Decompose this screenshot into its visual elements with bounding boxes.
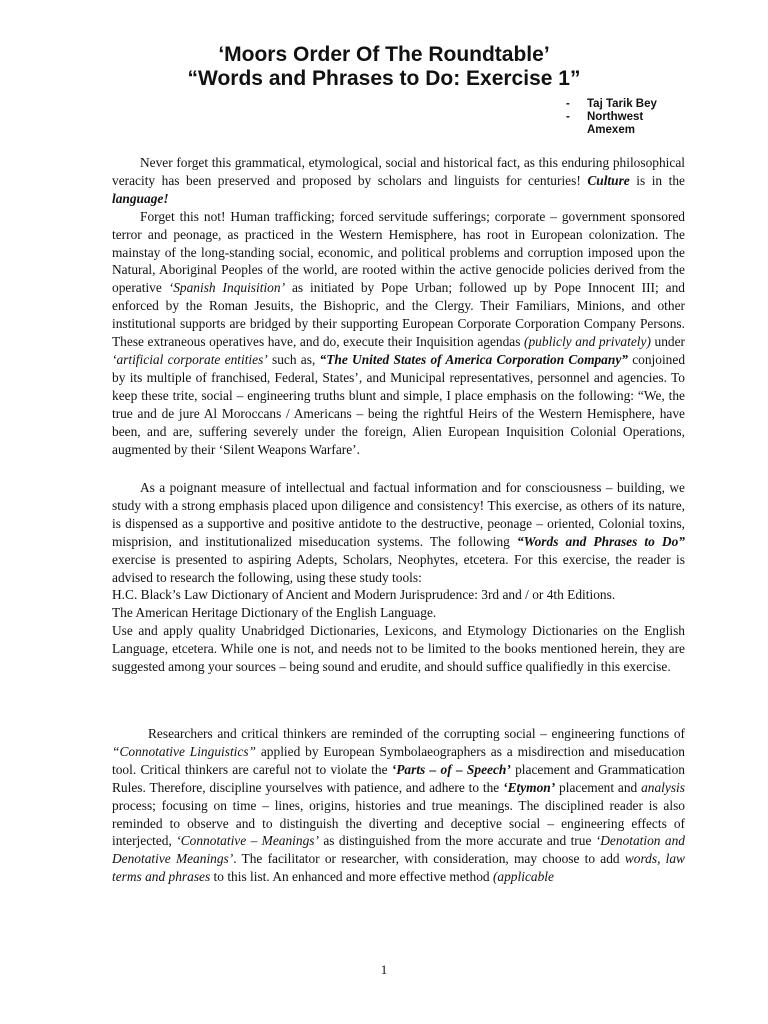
paragraph-text: to this list. An enhanced and more effective method: [210, 869, 493, 885]
author-place-line-2: Amexem: [587, 124, 635, 136]
page-number: 1: [380, 962, 388, 977]
paragraph-text: conjoined by its multiple of franchised, Federal, States’, and Municipal representatives, personnel and agencies. To keep these trite, social – engineering truths blunt and simple, I place emphasis on the following: “We, the true and de jure Al Moroccans / Americans – being the rightful Heirs of the Western Hemisphere, have been, and are, suffering severely under the foreign, Alien European Inquisition Colonial Operations, augmented by their ‘Silent Weapons Warfare’.: [112, 351, 686, 457]
paragraph-text: Never forget this grammatical, etymological, social and historical fact, as this enduring philosophical veracity has been preserved and proposed by scholars and linguists for centuries!: [112, 155, 685, 188]
paragraph-text: process; focusing on time – lines, origins, histories and true meanings. The disciplined reader is also reminded to observe and to distinguish the diverting and deceptive social – engineering effects of interjected,: [112, 797, 685, 849]
italic-phrase: “Connotative Linguistics”: [112, 743, 256, 759]
paragraph-text: exercise is presented to aspiring Adepts, Scholars, Neophytes, etcetera. For this exercise, the reader is advised to research the following, using these study tools:: [112, 551, 685, 585]
italic-phrase: ‘Connotative – Meanings’: [176, 833, 319, 849]
study-tool-1: H.C. Black’s Law Dictionary of Ancient and Modern Jurisprudence: 3rd and / or 4th Editions.: [112, 587, 616, 603]
body-section-1: [112, 154, 685, 458]
bold-italic-phrase: “Words and Phrases to Do”: [516, 533, 685, 549]
italic-phrase: analysis: [641, 779, 685, 795]
paragraph-text: placement and Grammatication Rules. Therefore, discipline yourselves with patience, and adhere to the: [112, 761, 685, 795]
italic-phrase: (publicly and privately): [524, 334, 651, 350]
italic-phrase: words, law terms and phrases: [112, 851, 685, 885]
title-line-2: “Words and Phrases to Do: Exercise 1”: [187, 67, 581, 90]
paragraph-text: under: [650, 334, 685, 350]
body-section-2: [112, 479, 685, 676]
paragraph-text: applied by European Symbolaeographers as a misdirection and miseducation tool. Critical thinkers are careful not to violate the: [112, 743, 685, 777]
bullet-dash: -: [566, 111, 570, 123]
paragraph-text: As a poignant measure of intellectual and factual information and for consciousness – building, we study with a strong emphasis placed upon diligence and consistency! This exercise, as others of its nature, is dispensed as a supportive and positive antidote to the destructive, peonage – oriented, Colonial toxins, misprision, and institutionalized miseducation systems. The following: [112, 480, 685, 549]
paragraph-3: [112, 479, 685, 586]
title-line-1: ‘Moors Order Of The Roundtable’: [218, 43, 550, 66]
author-name: Taj Tarik Bey: [587, 98, 657, 110]
emphasis-culture: Culture: [587, 172, 630, 188]
author-place-line-1: Northwest: [587, 111, 644, 123]
author-place-continuation: [566, 124, 726, 137]
italic-phrase: ‘artificial corporate entities’: [112, 351, 268, 367]
body-section-3: [112, 725, 685, 886]
study-tool-2: The American Heritage Dictionary of the English Language.: [112, 605, 437, 621]
paragraph-text: Researchers and critical thinkers are reminded of the corrupting social – engineering functions of: [148, 726, 685, 741]
paragraph-text: as initiated by Pope Urban; followed up by Pope Innocent III; and enforced by the Roman Jesuits, the Bishopric, and the Clergy. Their Familiars, Minions, and other institutional supports are bridged by their supporting European Corporate Corporation Company Persons. These extraneous operatives have, and do, execute their Inquisition agendas: [112, 280, 686, 350]
paragraph-text: such as,: [267, 351, 320, 367]
bold-italic-phrase: ‘Etymon’: [503, 779, 556, 795]
author-block: [566, 98, 726, 137]
bold-italic-phrase: “The United States of America Corporation Company”: [319, 351, 628, 367]
paragraph-text: as distinguished from the more accurate and true: [318, 833, 596, 849]
italic-phrase: ‘Denotation and Denotative Meanings’: [112, 833, 685, 867]
paragraph-5: [112, 725, 685, 886]
paragraph-text: is in the: [629, 172, 686, 188]
emphasis-language: language!: [112, 190, 169, 206]
author-place-item: [566, 111, 726, 124]
author-name-item: [566, 98, 726, 111]
paragraph-2: [112, 208, 685, 459]
bullet-dash: -: [566, 98, 570, 110]
paragraph-1: [112, 154, 685, 208]
paragraph-text: Forget this not! Human trafficking; forced servitude sufferings; corporate – government sponsored terror and peonage, as practiced in the Western Hemisphere, has root in European colonization. The mainstay of the long-standing social, economic, and political problems and corruption imposed upon the Natural, Aboriginal Peoples of the world, are rooted within the active genocide policies derived from the operative: [112, 208, 685, 296]
paragraph-text: . The facilitator or researcher, with consideration, may choose to add: [233, 851, 625, 867]
paragraph-4: Use and apply quality Unabridged Dictionaries, Lexicons, and Etymology Dictionaries on the English Language, etcetera. While one is not, and needs not to be limited to the books mentioned herein, they are suggested among your sources – being sound and erudite, and should suffice qualifiedly in this exercise.: [112, 623, 685, 675]
italic-phrase: (applicable: [492, 869, 554, 885]
bold-italic-phrase: ‘Parts – of – Speech’: [391, 761, 511, 777]
paragraph-text: placement and: [555, 779, 642, 795]
italic-phrase: ‘Spanish Inquisition’: [168, 280, 286, 296]
